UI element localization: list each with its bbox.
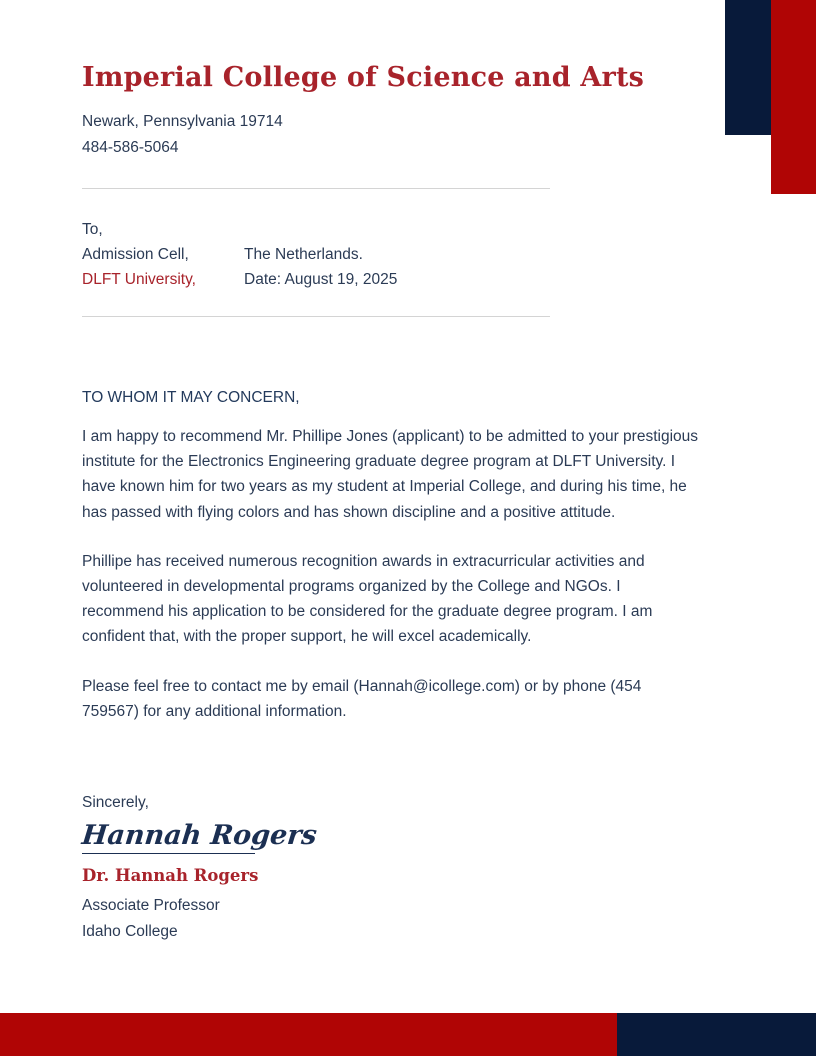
signoff: Sincerely,	[82, 794, 149, 812]
bottom-red-accent-bar	[0, 1013, 617, 1056]
recipient-block	[82, 217, 700, 292]
recipient-admission-cell: Admission Cell,	[82, 246, 189, 263]
recipient-university: DLFT University,	[82, 271, 196, 288]
signer-role: Associate Professor	[82, 897, 220, 915]
signer-name: Dr. Hannah Rogers	[82, 866, 259, 886]
signature-script-text: Hannah Rogers	[80, 820, 319, 852]
paragraph-achievements: Phillipe has received numerous recognition awards in extracurricular activities and volunteered in developmental programs organized by the College and NGOs. I recommend his application to be considered for the graduate degree program. I am confident that, with the proper support, he will excel academically.	[82, 552, 653, 646]
letter-greeting: TO WHOM IT MAY CONCERN,	[82, 389, 300, 406]
letter-body	[82, 424, 700, 724]
divider-bottom	[82, 316, 550, 317]
letterhead-address: Newark, Pennsylvania 19714	[82, 113, 283, 130]
letterhead-phone: 484-586-5064	[82, 139, 179, 156]
recipient-salutation: To,	[82, 221, 103, 238]
paragraph-recommendation: I am happy to recommend Mr. Phillipe Jones (applicant) to be admitted to your prestigious institute for the Electronics Engineering graduate degree program at DLFT University. I have known him for two years as my student at Imperial College, and during his time, he has passed with flying colors and has shown discipline and a positive attitude.	[82, 428, 699, 521]
signature	[80, 820, 319, 854]
letterhead-school-name: Imperial College of Science and Arts	[82, 62, 645, 93]
bottom-navy-accent-bar	[617, 1013, 816, 1056]
divider-top	[82, 188, 550, 189]
recipient-country: The Netherlands.	[244, 246, 363, 263]
paragraph-contact: Please feel free to contact me by email (Hannah@icollege.com) or by phone (454 759567) for any additional information.	[82, 677, 642, 720]
letter-date: Date: August 19, 2025	[244, 271, 398, 288]
signer-college: Idaho College	[82, 922, 178, 940]
